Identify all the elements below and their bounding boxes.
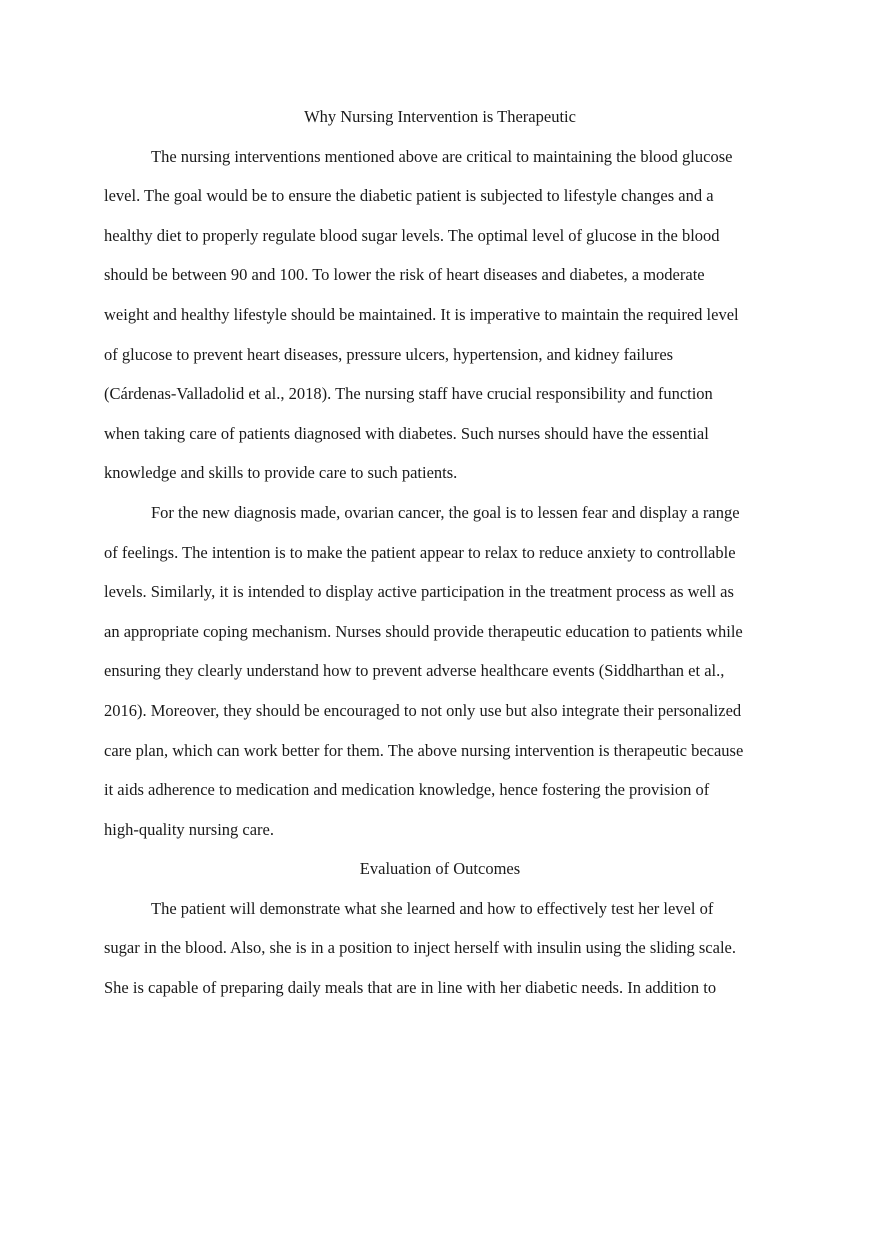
paragraph-line: For the new diagnosis made, ovarian cancer, the goal is to lessen fear and display a range	[151, 502, 740, 522]
paragraph-line: high-quality nursing care.	[104, 819, 274, 839]
paragraph-glucose	[104, 137, 776, 493]
paragraph-line: She is capable of preparing daily meals that are in line with her diabetic needs. In addition to	[104, 978, 717, 998]
paragraph-ovarian-cancer	[104, 493, 776, 849]
paragraph-line: weight and healthy lifestyle should be maintained. It is imperative to maintain the required level	[104, 304, 739, 324]
paragraph-line: of glucose to prevent heart diseases, pressure ulcers, hypertension, and kidney failures	[104, 344, 674, 364]
paragraph-line: it aids adherence to medication and medication knowledge, hence fostering the provision of	[104, 780, 710, 800]
paragraph-line: sugar in the blood. Also, she is in a position to inject herself with insulin using the sliding scale.	[104, 938, 736, 958]
paragraph-line: of feelings. The intention is to make the patient appear to relax to reduce anxiety to controllable	[104, 542, 736, 562]
paragraph-line: (Cárdenas-Valladolid et al., 2018). The nursing staff have crucial responsibility and function	[104, 384, 713, 404]
paragraph-line: ensuring they clearly understand how to prevent adverse healthcare events (Siddharthan et al.,	[104, 661, 725, 681]
paragraph-line: The patient will demonstrate what she learned and how to effectively test her level of	[151, 898, 714, 918]
paragraph-line: healthy diet to properly regulate blood sugar levels. The optimal level of glucose in the blood	[104, 225, 720, 245]
paragraph-line: should be between 90 and 100. To lower the risk of heart diseases and diabetes, a moderate	[104, 265, 705, 285]
paragraph-line: when taking care of patients diagnosed with diabetes. Such nurses should have the essential	[104, 423, 709, 443]
paragraph-evaluation	[104, 889, 776, 1008]
document-body	[104, 97, 776, 1008]
paragraph-line: The nursing interventions mentioned above are critical to maintaining the blood glucose	[151, 146, 733, 166]
paragraph-line: levels. Similarly, it is intended to display active participation in the treatment process as well as	[104, 582, 734, 602]
section-heading-why-therapeutic: Why Nursing Intervention is Therapeutic	[304, 107, 576, 126]
paragraph-line: level. The goal would be to ensure the diabetic patient is subjected to lifestyle changes and a	[104, 186, 714, 206]
paragraph-line: 2016). Moreover, they should be encouraged to not only use but also integrate their personalized	[104, 700, 742, 720]
section-heading-evaluation: Evaluation of Outcomes	[359, 859, 521, 879]
paragraph-line: knowledge and skills to provide care to such patients.	[104, 463, 458, 483]
paragraph-line: care plan, which can work better for them. The above nursing intervention is therapeutic because	[104, 740, 744, 760]
paragraph-line: an appropriate coping mechanism. Nurses should provide therapeutic education to patients while	[104, 621, 743, 641]
